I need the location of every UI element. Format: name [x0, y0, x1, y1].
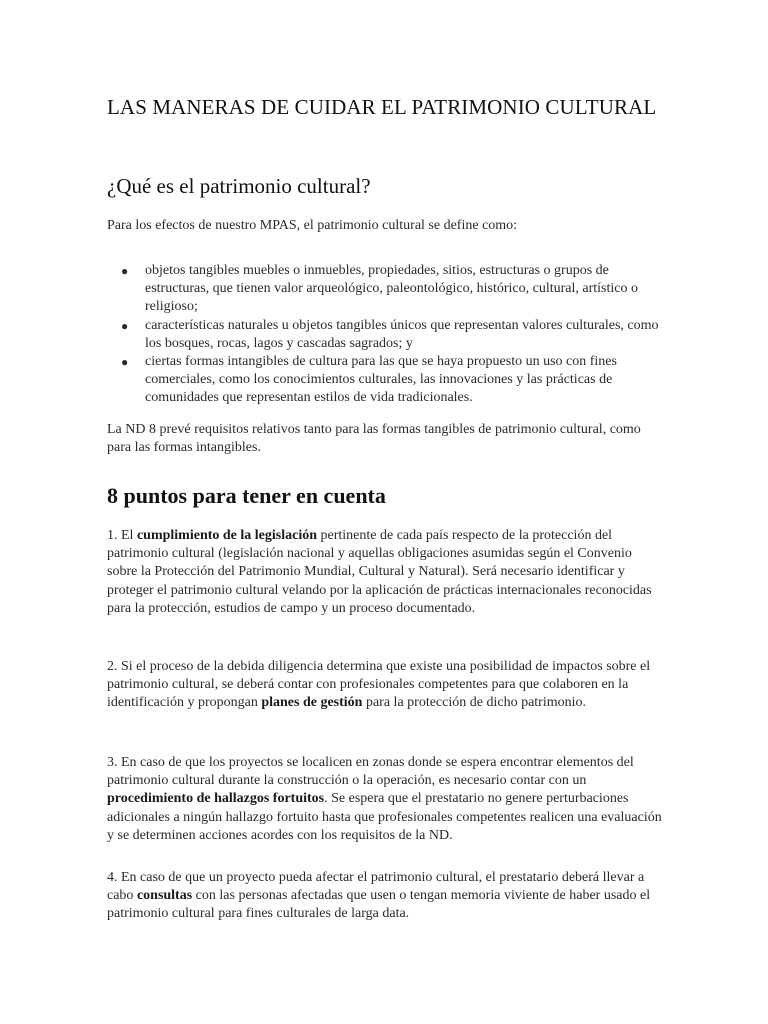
point-emphasis: procedimiento de hallazgos fortuitos — [107, 791, 325, 807]
list-item — [107, 317, 663, 353]
point-text: pertinente de cada país respecto de la protección del patrimonio cultural (legislación nacional y aquellas obligaciones asumidas según el Convenio sobre la Protección del Patrimonio Mundial, Cultural y Natural). Será necesario identificar y proteger el patrimonio cultural velando por la aplicación de prácticas internacionales reconocidas para la protección, estudios de campo y un proceso documentado. — [107, 528, 652, 616]
list-item-text: ciertas formas intangibles de cultura para las que se haya propuesto un uso con fines comerciales, como los conocimientos culturales, las innovaciones y las prácticas de comunidades que representan estilos de vida tradicionales. — [145, 354, 617, 406]
section-heading-what-is: ¿Qué es el patrimonio cultural? — [107, 174, 371, 198]
point-text: 1. El — [107, 528, 137, 543]
point-paragraph — [107, 658, 663, 713]
point-text: 3. En caso de que los proyectos se localicen en zonas donde se espera encontrar elementos del patrimonio cultural durante la construcción o la operación, es necesario contar con un — [107, 755, 634, 789]
bullet-icon: ● — [121, 318, 129, 333]
list-item — [107, 353, 663, 408]
point-text: para la protección de dicho patrimonio. — [362, 695, 586, 711]
list-item-text: características naturales u objetos tangibles únicos que representan valores culturales, como los bosques, rocas, lagos y cascadas sagrados; y — [145, 317, 659, 351]
point-emphasis: consultas — [136, 888, 193, 904]
definition-list — [107, 262, 663, 408]
list-item — [107, 262, 663, 317]
point-text: 4. En caso de que un proyecto pueda afectar el patrimonio cultural, el prestatario deberá llevar a cabo — [107, 870, 645, 904]
point-paragraph — [107, 527, 663, 618]
point-paragraph — [107, 754, 663, 845]
document-title: LAS MANERAS DE CUIDAR EL PATRIMONIO CULTURAL — [107, 95, 657, 119]
point-text: . Se espera que el prestatario no genere perturbaciones adicionales a ningún hallazgo fortuito hasta que profesionales competentes realicen una evaluación y se determinen acciones acordes con los requisitos de la ND. — [107, 791, 662, 843]
point-text: 2. Si el proceso de la debida diligencia determina que existe una posibilidad de impactos sobre el patrimonio cultural, se deberá contar con profesionales competentes para que colaboren en la identificación y propongan — [107, 659, 651, 711]
bullet-icon: ● — [121, 355, 129, 370]
point-emphasis: cumplimiento de la legislación — [136, 528, 318, 543]
point-paragraph — [107, 869, 663, 924]
list-item-text: objetos tangibles muebles o inmuebles, propiedades, sitios, estructuras o grupos de estructuras, que tienen valor arqueológico, paleontológico, histórico, cultural, artístico o religioso; — [145, 263, 638, 315]
intro-paragraph: Para los efectos de nuestro MPAS, el patrimonio cultural se define como: — [107, 218, 518, 233]
closing-paragraph: La ND 8 prevé requisitos relativos tanto para las formas tangibles de patrimonio cultural, como para las formas intangibles. — [107, 422, 641, 456]
point-text: con las personas afectadas que usen o tengan memoria viviente de haber usado el patrimonio cultural para fines culturales de larga data. — [107, 888, 651, 922]
section-heading-points: 8 puntos para tener en cuenta — [107, 483, 386, 508]
point-emphasis: planes de gestión — [261, 695, 363, 711]
bullet-icon: ● — [121, 264, 129, 278]
